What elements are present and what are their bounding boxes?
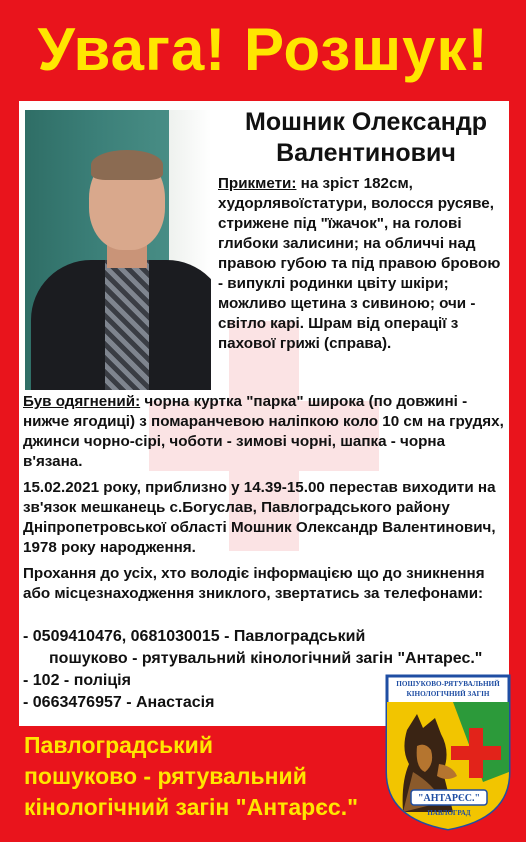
request-text: Прохання до усіх, хто володіє інформацією що до зникнення або місцезнаходження зниклого, звертатись за телефонами: [23,565,485,602]
signs-label: Прикмети: [218,175,297,192]
person-name: Мошник Олександр Валентинович [245,108,487,167]
clothes-label: Був одягнений: [23,393,141,410]
notice-panel [19,101,509,726]
antares-logo [383,672,513,832]
logo-top-text: ПОШУКОВО-РЯТУВАЛЬНИЙ [396,680,500,688]
contact-anastasia[interactable]: - 0663476957 - Анастасія [23,694,215,711]
contact-phone-antares[interactable]: - 0509410476, 0681030015 - Павлоградський [23,628,366,645]
logo-top-text-2: КІНОЛОГІЧНИЙ ЗАГІН [406,690,490,698]
logo-city: ПАВЛОГРАД [427,809,471,817]
signs-description: Прикмети: на зріст 182см, худорлявоїстатури, волосся русяве, стрижене під "їжачок", на голові глибоки залисини; на обличчі над правою губою та під правою бровою - випуклі родинки цвіту шкіри; можливо щетина з сивиною; очи - світло карі. Шрам від операції з пахової грижі (справа). [218,175,501,352]
contact-police[interactable]: - 102 - поліція [23,672,131,689]
clothes-description: Був одягнений: чорна куртка "парка" широка (по довжині - нижче ягодиці) з помаранчевою наліпкою коло 10 см на грудях, джинси чорно-сірі, чоботи - зимові чорні, шапка - чорна в'язана. [23,393,504,470]
contact-antares-name: пошуково - рятувальний кінологічний загін "Антарес." [49,650,483,667]
headline: Увага! Розшук! [37,16,489,83]
event-description: 15.02.2021 року, приблизно у 14.39-15.00 перестав виходити на зв'язок мешканець с.Богуслав, Павлоградського району Дніпропетровської області Мошник Олександр Валентинович, 1978 року народження. [23,479,496,556]
logo-banner: "АНТАРЄС." [417,793,481,804]
footer-organization: Павлоградський пошуково - рятувальний кінологічний загін "Антарєс." [24,732,358,820]
missing-person-photo [25,110,211,390]
